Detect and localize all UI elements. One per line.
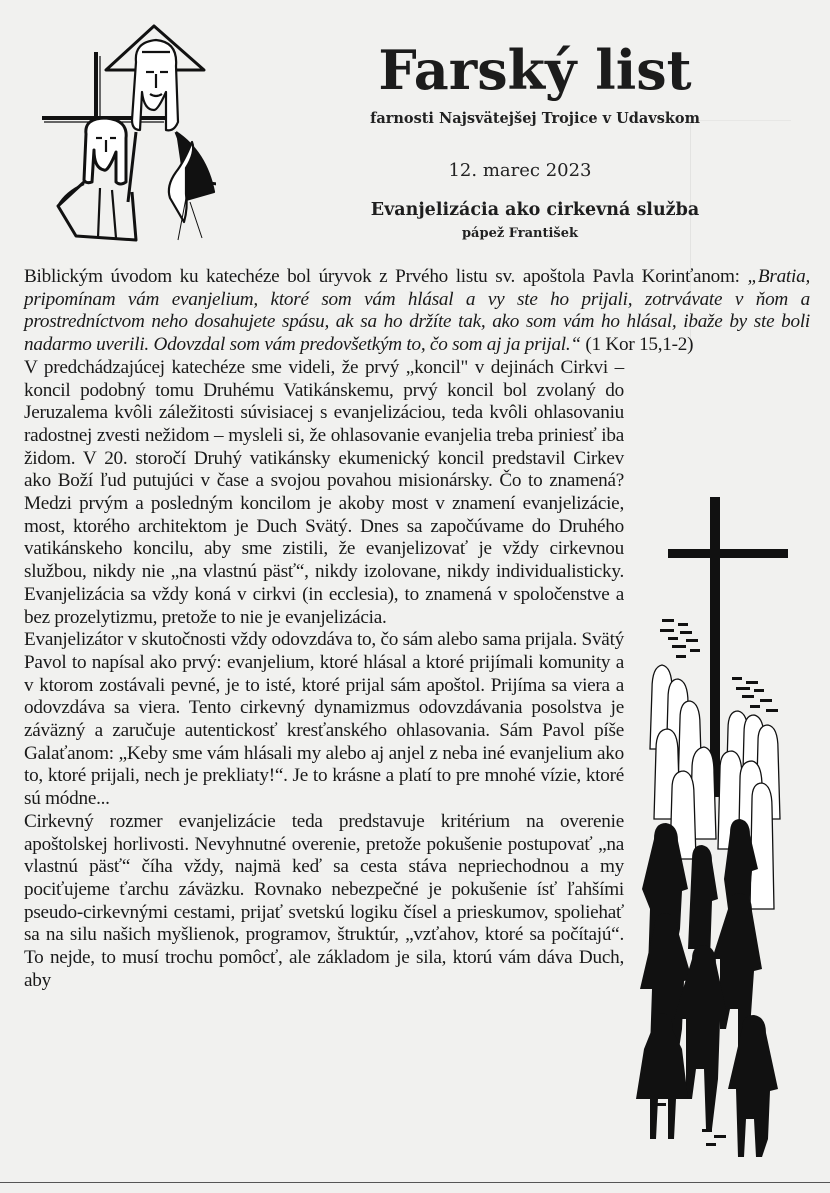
paragraph-council: V predchádzajúcej katechéze sme videli, že prvý „koncil" v dejinách Cirkvi – koncil podobný tomu Druhému Vatikánskemu, prvý koncil bol zvolaný do Jeruzalema kvôli záležitosti súvisiacej s evanjelizáciou, teda kvôli ohlasovaniu radostnej zvesti nežidom – mysleli si, že ohlasovanie evanjelia treba priniesť iba židom. V 20. storočí Druhý vatikánsky ekumenický koncil predstavil Cirkev ako Boží ľud putujúci v čase a svojou povahou misionársky. Čo to znamená? Medzi prvým a posledným koncilom je akoby most v znamení evanjelizácie, most, ktorého architektom je Duch Svätý. Dnes sa započúvame do Druhého vatikánskeho koncilu, aby sme zistili, že evanjelizovať je vždy cirkevnou službou, nikdy nie „na vlastnú päsť“, nikdy izolovane, nikdy individualisticky. Evanjelizácia sa vždy koná v cirkvi (in ecclesia), to znamená v spoločenstve a bez prozelytizmu, pretože to nie je evanjelizácia. — [24, 356, 624, 628]
page-bottom-rule — [0, 1182, 830, 1183]
bible-reference: (1 Kor 15,1-2) — [580, 334, 694, 356]
article-title: Evanjelizácia ako cirkevná služba — [370, 200, 700, 220]
holy-trinity-illustration-icon — [36, 22, 216, 242]
issue-date: 12. marec 2023 — [448, 160, 592, 181]
intro-paragraph — [24, 266, 810, 357]
paragraph-ecclesial-dimension: Cirkevný rozmer evanjelizácie teda predstavuje kritérium na overenie apoštolskej horlivosti. Nevyhnutné overenie, pretože pokušenie postupovať „na vlastnú päsť“ číha vždy, najmä keď sa cesta stáva nepriechodnou a my pociťujeme ťarchu záväzku. Rovnako nebezpečné je pokušenie ísť ľahšími pseudo-cirkevnými cestami, prijať svetskú logiku čísel a prieskumov, spoliehať sa na silu našich myšlienok, programov, štruktúr, „vzťahov, ktoré sa počítajú“. To nejde, to musí trochu pomôcť, ale základom je sila, ktorú vám dáva Duch, aby — [24, 810, 624, 991]
article-body — [24, 266, 810, 1159]
newsletter-title: Farský list — [378, 38, 692, 102]
paragraph-evangelizer: Evanjelizátor v skutočnosti vždy odovzdáva to, čo sám alebo sama prijala. Svätý Pavol to napísal ako prvý: evanjelium, ktoré hlásal a ktoré prijímali komunity a v ktorom zostávali pevné, je to isté, ktoré prijal sám apoštol. Prijíma sa viera a odovzdáva sa viera. Tento cirkevný dynamizmus odovzdávania posolstva je záväzný a zaručuje autentickosť kresťanského ohlasovania. Sám Pavol píše Galaťanom: „Keby sme vám hlásali my alebo aj anjel z neba iné evanjelium ako to, ktoré prijali, nech je prekliaty!“. Je to krásne a platí to pre mnohé vízie, ktoré sú módne... — [24, 629, 624, 810]
parish-subtitle: farnosti Najsvätejšej Trojice v Udavskom — [370, 110, 700, 127]
intro-text: Biblickým úvodom ku katechéze bol úryvok z Prvého listu sv. apoštola Pavla Korinťanom: — [24, 266, 748, 287]
cross-procession-illustration-icon — [632, 489, 810, 1159]
bible-quote: „Bratia, pripomínam vám evanjelium, ktoré som vám hlásal a vy ste ho prijali, zotrvávate v ňom a prostredníctvom neho dosahujete spásu, ak sa ho držíte tak, ako som vám ho hlásal, ibaže by ste boli nadarmo uverili. Odovzdal som vám predovšetkým to, čo som aj ja prijal.“ — [24, 266, 810, 356]
article-author: pápež František — [461, 226, 579, 241]
